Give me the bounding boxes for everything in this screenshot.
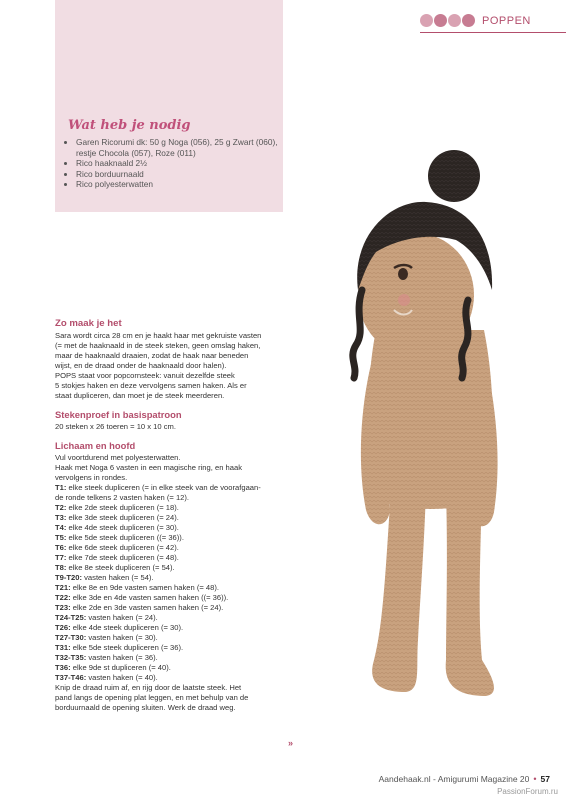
round-text: elke 3de steek dupliceren (= 24).	[66, 513, 179, 522]
doll-cheek	[398, 294, 410, 306]
round-label: T32-T35:	[55, 653, 87, 662]
round-row	[55, 583, 295, 593]
intro-line: maar de haaknaald draaien, zodat de haak naar beneden	[55, 351, 249, 360]
round-text: elke 9de st dupliceren (= 40).	[70, 663, 171, 672]
section-dot	[420, 14, 433, 27]
round-label: T7:	[55, 553, 67, 562]
round-text: elke 2de en 3de vasten samen haken (= 24).	[70, 603, 224, 612]
body-intro-line: vervolgens in rondes.	[55, 473, 128, 482]
intro-line: POPS staat voor popcornsteek: vanuit dezelfde steek	[55, 371, 235, 380]
round-label: T27-T30:	[55, 633, 87, 642]
body-intro-line: Vul voortdurend met polyesterwatten.	[55, 453, 181, 462]
round-label: T37-T46:	[55, 673, 87, 682]
round-row	[55, 543, 295, 553]
intro-line: (= met de haaknaald in de steek steken, geen omslag haken,	[55, 341, 261, 350]
round-text: elke steek dupliceren (= in elke steek van de voorafgaan-	[66, 483, 261, 492]
section-dot	[448, 14, 461, 27]
round-row	[55, 533, 295, 543]
round-label: T9-T20:	[55, 573, 83, 582]
round-text: elke 8e steek dupliceren (= 54).	[66, 563, 175, 572]
doll-eye	[398, 268, 408, 280]
round-label: T4:	[55, 523, 67, 532]
round-text: elke 5de steek dupliceren ((= 36)).	[66, 533, 184, 542]
round-text: vasten haken (= 54).	[82, 573, 154, 582]
round-row	[55, 593, 295, 603]
round-row	[55, 573, 295, 583]
outro-line: pand langs de opening plat leggen, en met behulp van de	[55, 693, 249, 702]
needs-title: Wat heb je nodig	[68, 118, 191, 133]
section-dot	[462, 14, 475, 27]
round-row	[55, 493, 295, 503]
round-label: T5:	[55, 533, 67, 542]
round-label: T21:	[55, 583, 71, 592]
intro-heading: Zo maak je het	[55, 318, 122, 329]
round-label: T23:	[55, 603, 71, 612]
footer-separator: •	[533, 774, 537, 784]
round-text: de ronde telkens 2 vasten haken (= 12).	[55, 493, 190, 502]
round-label: T36:	[55, 663, 71, 672]
round-label: T24-T25:	[55, 613, 87, 622]
round-text: elke 7de steek dupliceren (= 48).	[66, 553, 179, 562]
round-row	[55, 603, 295, 613]
round-row	[55, 503, 295, 513]
watermark: PassionForum.ru	[497, 787, 558, 796]
round-label: T26:	[55, 623, 71, 632]
intro-line: Sara wordt circa 28 cm en je haakt haar met gekruiste vasten	[55, 331, 262, 340]
round-text: elke 4de steek dupliceren (= 30).	[70, 623, 184, 632]
round-row	[55, 563, 295, 573]
round-row	[55, 513, 295, 523]
round-text: elke 2de steek dupliceren (= 18).	[66, 503, 179, 512]
section-header	[420, 14, 531, 27]
round-text: elke 5de steek dupliceren (= 36).	[70, 643, 184, 652]
round-label: T8:	[55, 563, 67, 572]
doll-bun	[428, 150, 480, 202]
round-text: vasten haken (= 36).	[86, 653, 158, 662]
page-footer	[379, 774, 550, 784]
section-dots	[420, 14, 475, 27]
round-row	[55, 553, 295, 563]
round-text: elke 8e en 9de vasten samen haken (= 48).	[70, 583, 220, 592]
section-dot	[434, 14, 447, 27]
round-text: vasten haken (= 30).	[86, 633, 158, 642]
list-item: • Rico haaknaald 2½	[76, 158, 286, 169]
round-row	[55, 613, 295, 623]
round-label: T1:	[55, 483, 67, 492]
footer-text: Aandehaak.nl - Amigurumi Magazine 20	[378, 774, 530, 784]
round-row	[55, 653, 295, 663]
outro-line: borduurnaald de opening sluiten. Werk de draad weg.	[55, 703, 236, 712]
round-label: T22:	[55, 593, 71, 602]
intro-line: wijst, en de draad onder de haaknaald door halen).	[55, 361, 227, 370]
gauge-heading: Stekenproef in basispatroon	[55, 409, 182, 420]
round-label: T2:	[55, 503, 67, 512]
intro-line: 5 stokjes haken en deze vervolgens samen haken. Als er	[55, 381, 247, 390]
round-row	[55, 523, 295, 533]
round-text: elke 4de steek dupliceren (= 30).	[66, 523, 179, 532]
outro-line: Knip de draad ruim af, en rijg door de laatste steek. Het	[55, 683, 242, 692]
round-text: elke 6de steek dupliceren (= 42).	[66, 543, 179, 552]
body-heading: Lichaam en hoofd	[55, 440, 136, 451]
header-divider	[420, 32, 566, 33]
list-item: • Garen Ricorumi dk: 50 g Noga (056), 25 g Zwart (060), restje Chocola (057), Roze (011)	[76, 137, 286, 158]
round-label: T31:	[55, 643, 71, 652]
doll-braid	[353, 290, 362, 378]
round-row	[55, 633, 295, 643]
round-label: T6:	[55, 543, 67, 552]
body-intro-line: Haak met Noga 6 vasten in een magische ring, en haak	[55, 463, 242, 472]
doll-photo	[296, 140, 566, 710]
round-row	[55, 663, 295, 673]
round-text: elke 3de en 4de vasten samen haken ((= 36)).	[70, 593, 229, 602]
list-item: • Rico borduurnaald	[76, 169, 286, 180]
round-row	[55, 643, 295, 653]
gauge-text: 20 steken x 26 toeren = 10 x 10 cm.	[55, 422, 176, 431]
page-number: 57	[540, 774, 550, 784]
round-row	[55, 623, 295, 633]
intro-line: staat dupliceren, dan moet je de steek meerderen.	[55, 391, 225, 400]
round-text: vasten haken (= 40).	[86, 673, 158, 682]
round-text: vasten haken (= 24).	[86, 613, 158, 622]
needs-list	[64, 137, 286, 190]
round-label: T3:	[55, 513, 67, 522]
round-row	[55, 673, 295, 683]
round-row	[55, 483, 295, 493]
pattern-column	[55, 318, 295, 713]
list-item: • Rico polyesterwatten	[76, 179, 286, 190]
continue-arrow-icon: »	[288, 738, 294, 748]
section-title: POPPEN	[482, 14, 531, 27]
